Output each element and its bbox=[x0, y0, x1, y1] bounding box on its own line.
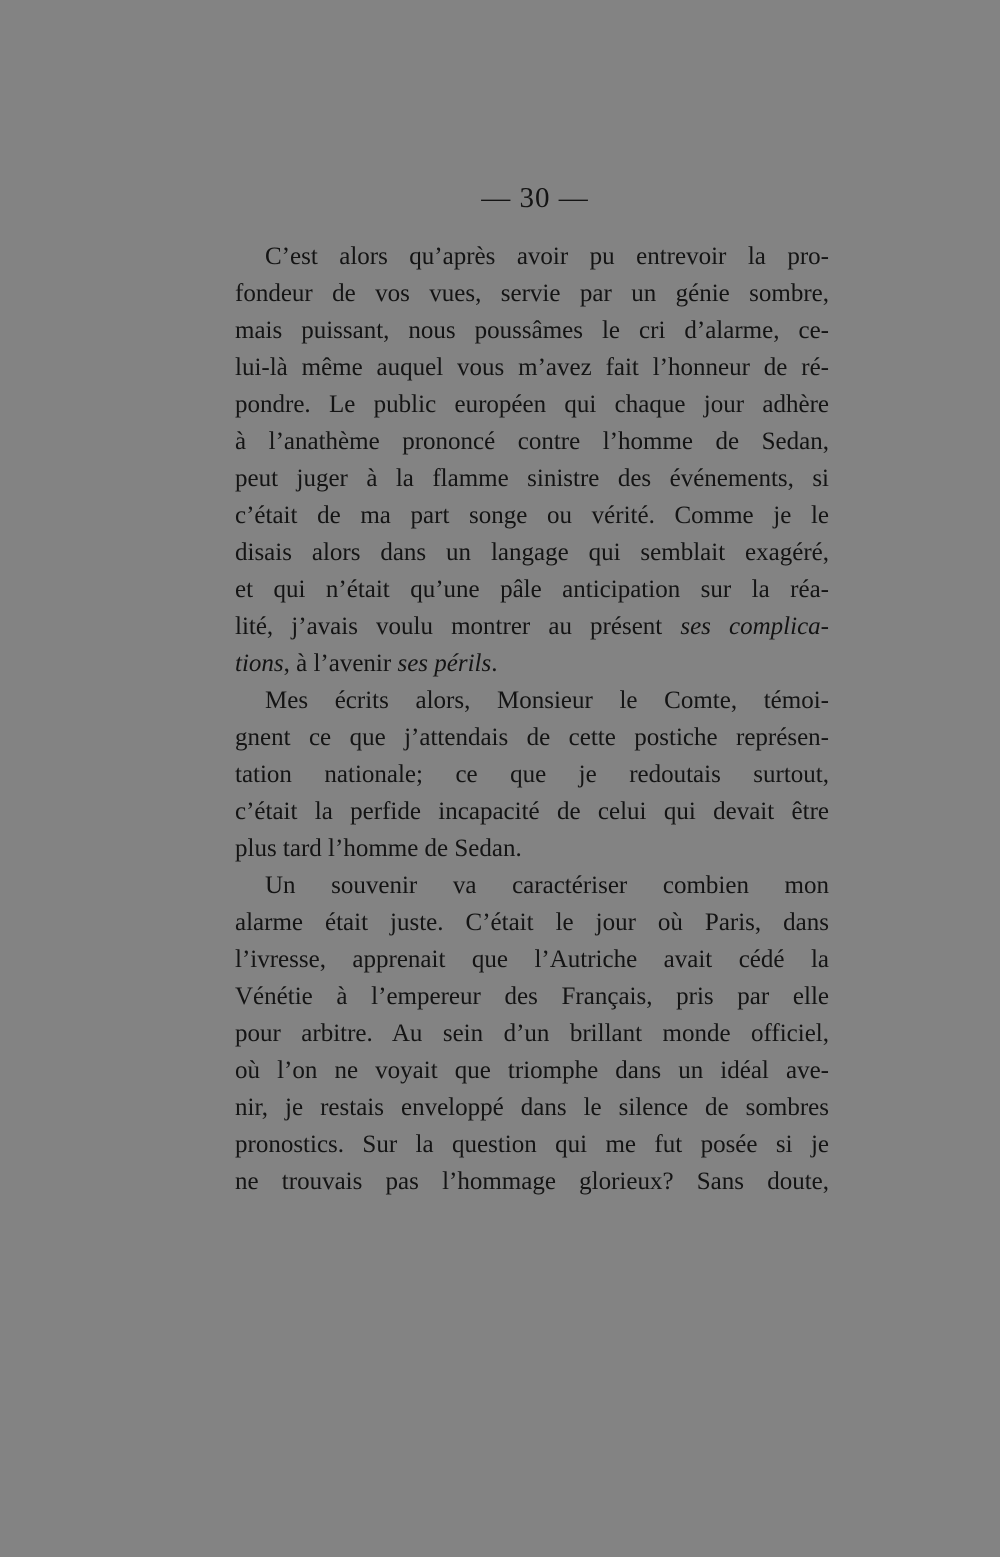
italic-text: tions bbox=[235, 650, 284, 677]
text-line: Un souvenir va caractériser combien mon bbox=[265, 872, 829, 899]
text-line: tation nationale; ce que je redoutais surtout, bbox=[235, 761, 829, 788]
text-line: pronostics. Sur la question qui me fut posée si je bbox=[235, 1131, 829, 1158]
text-segment: . bbox=[491, 650, 498, 677]
text-line: pour arbitre. Au sein d’un brillant monde officiel, bbox=[235, 1020, 829, 1047]
text-line: Vénétie à l’empereur des Français, pris par elle bbox=[235, 983, 829, 1010]
text-line: peut juger à la flamme sinistre des événements, si bbox=[235, 465, 829, 492]
page-number: — 30 — bbox=[481, 182, 589, 214]
italic-text: ses complica- bbox=[680, 613, 829, 640]
text-line: c’était la perfide incapacité de celui qui devait être bbox=[235, 798, 829, 825]
text-line: où l’on ne voyait que triomphe dans un idéal ave- bbox=[235, 1057, 829, 1084]
text-line: alarme était juste. C’était le jour où Paris, dans bbox=[235, 909, 829, 936]
text-line: pondre. Le public européen qui chaque jour adhère bbox=[235, 391, 829, 418]
paragraph-3 bbox=[235, 867, 829, 1200]
text-line: Mes écrits alors, Monsieur le Comte, témoi- bbox=[265, 687, 829, 714]
text-segment: lité, j’avais voulu montrer au présent bbox=[235, 613, 681, 640]
text-line: l’ivresse, apprenait que l’Autriche avait cédé la bbox=[235, 946, 829, 973]
text-line: lui-là même auquel vous m’avez fait l’honneur de ré- bbox=[235, 354, 829, 381]
text-line: gnent ce que j’attendais de cette postiche représen- bbox=[235, 724, 829, 751]
text-line: c’était de ma part songe ou vérité. Comme je le bbox=[235, 502, 829, 529]
text-line: disais alors dans un langage qui semblait exagéré, bbox=[235, 539, 829, 566]
text-line: plus tard l’homme de Sedan. bbox=[235, 835, 522, 862]
text-segment: , à l’avenir bbox=[283, 650, 398, 677]
text-line: à l’anathème prononcé contre l’homme de Sedan, bbox=[235, 428, 829, 455]
text-line bbox=[235, 645, 829, 682]
text-line: C’est alors qu’après avoir pu entrevoir la pro- bbox=[265, 243, 829, 270]
text-line: fondeur de vos vues, servie par un génie sombre, bbox=[235, 280, 829, 307]
text-line: mais puissant, nous poussâmes le cri d’alarme, ce- bbox=[235, 317, 829, 344]
italic-text: ses périls bbox=[397, 650, 492, 677]
paragraph-2 bbox=[235, 682, 829, 867]
text-line bbox=[235, 608, 829, 645]
page-text bbox=[235, 238, 829, 1200]
text-line: et qui n’était qu’une pâle anticipation sur la réa- bbox=[235, 576, 829, 603]
text-line: ne trouvais pas l’hommage glorieux? Sans doute, bbox=[235, 1168, 829, 1195]
text-line: nir, je restais enveloppé dans le silence de sombres bbox=[235, 1094, 829, 1121]
paragraph-1 bbox=[235, 238, 829, 682]
